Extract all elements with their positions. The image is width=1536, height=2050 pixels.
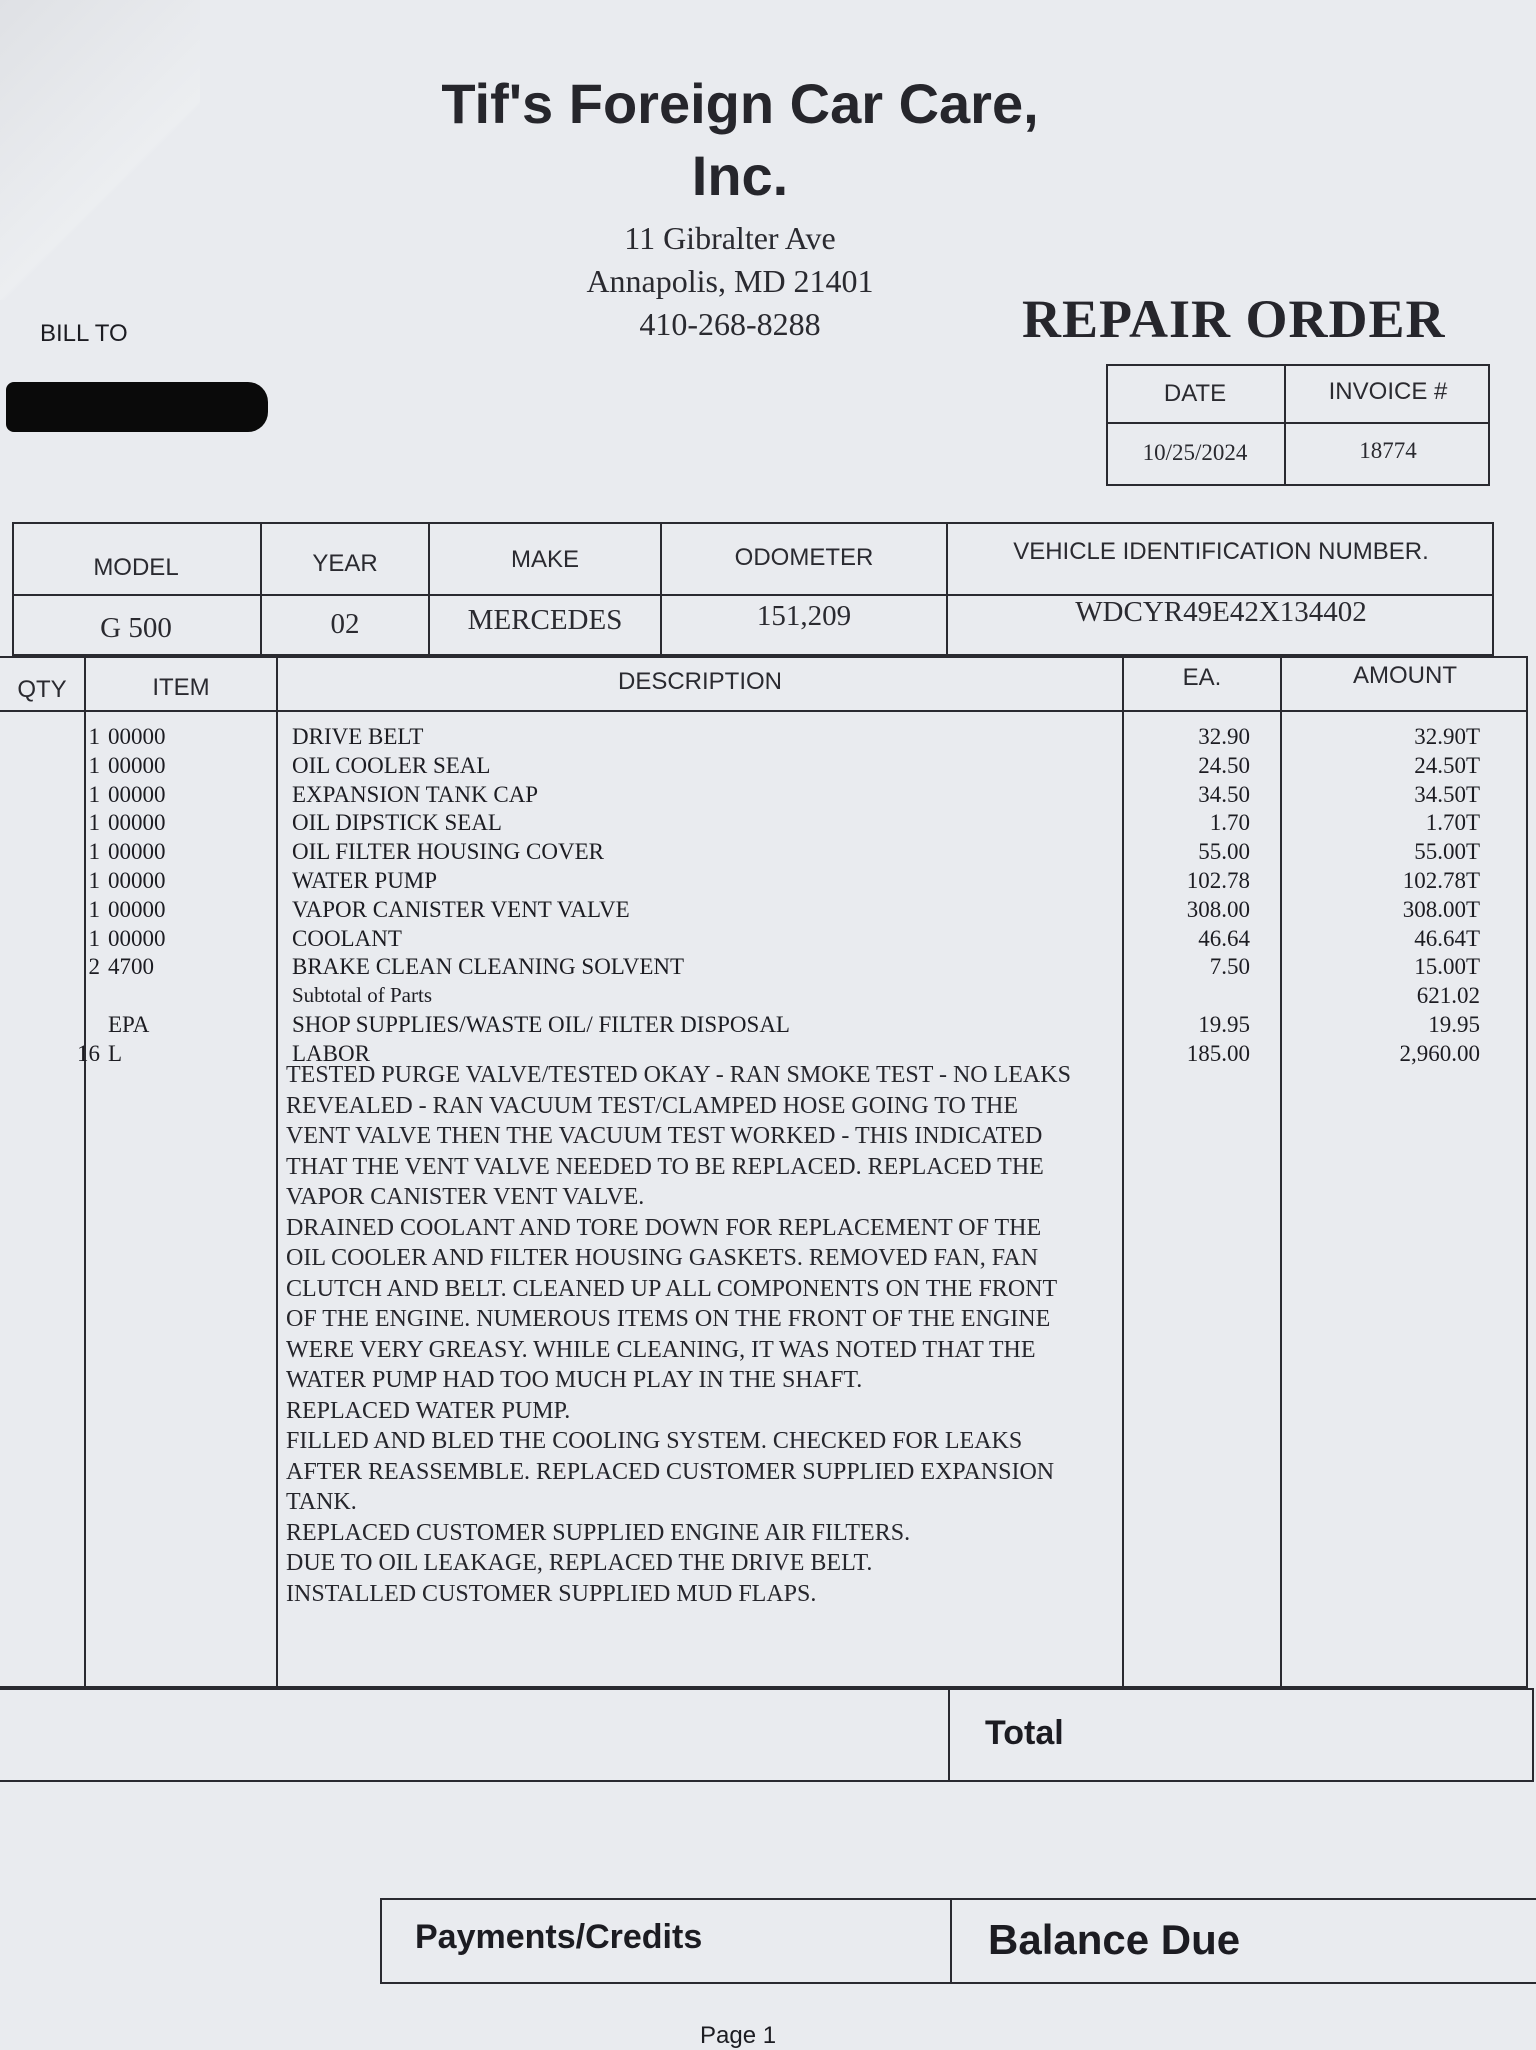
labor-note-line: REPLACED CUSTOMER SUPPLIED ENGINE AIR FILTERS. [286, 1519, 911, 1546]
cell-qty: 16 [77, 1040, 100, 1066]
cell-ea: 46.64 [1198, 925, 1250, 951]
cell-item: 00000 [108, 925, 166, 951]
cell-item: 00000 [108, 868, 166, 893]
vehicle-make: MERCEDES [467, 604, 623, 636]
cell-qty: 1 [88, 868, 100, 893]
cell-amount: 19.95 [1428, 1012, 1480, 1037]
company-address-line2: Annapolis, MD 21401 [586, 263, 874, 299]
model-header: MODEL [93, 554, 179, 581]
amount-header: AMOUNT [1353, 662, 1457, 689]
table-row [0, 751, 1536, 780]
cell-ea: 7.50 [1209, 954, 1250, 980]
labor-note-line: FILLED AND BLED THE COOLING SYSTEM. CHECKED FOR LEAKS [286, 1428, 1023, 1454]
labor-note-line: INSTALLED CUSTOMER SUPPLIED MUD FLAPS. [286, 1580, 817, 1607]
vehicle-vin: WDCYR49E42X134402 [1075, 596, 1367, 628]
bill-to-label: BILL TO [40, 320, 128, 347]
cell-description: Subtotal of Parts [292, 983, 432, 1008]
invoice-label: INVOICE # [1328, 378, 1448, 405]
folded-corner [0, 0, 200, 300]
labor-note-line: AFTER REASSEMBLE. REPLACED CUSTOMER SUPPLIED EXPANSION [286, 1458, 1055, 1485]
cell-item: 00000 [108, 896, 166, 922]
cell-ea: 1.70 [1209, 810, 1250, 836]
labor-note-line: REPLACED WATER PUMP. [286, 1397, 571, 1424]
table-row [0, 1010, 1536, 1039]
cell-qty: 2 [88, 954, 100, 980]
invoice-number: 18774 [1359, 438, 1417, 463]
company-address-line1: 11 Gibralter Ave [624, 220, 836, 256]
cell-item: 4700 [108, 954, 154, 980]
payments-credits-label: Payments/Credits [415, 1918, 703, 1956]
table-row [0, 924, 1536, 953]
cell-ea: 185.00 [1186, 1040, 1250, 1066]
cell-amount: 46.64T [1414, 925, 1480, 951]
cell-item: L [108, 1040, 123, 1066]
cell-ea: 34.50 [1198, 781, 1250, 807]
invoice-date: 10/25/2024 [1142, 440, 1248, 465]
cell-qty: 1 [88, 810, 100, 836]
cell-qty: 1 [88, 752, 100, 778]
cell-qty: 1 [88, 925, 100, 951]
labor-note-line: CLUTCH AND BELT. CLEANED UP ALL COMPONENTS ON THE FRONT [286, 1275, 1058, 1302]
cell-item: 00000 [108, 724, 166, 749]
page-number: Page 1 [700, 2022, 777, 2049]
item-header: ITEM [152, 674, 210, 701]
redacted-customer-name [6, 382, 268, 432]
cell-qty: 1 [88, 781, 100, 807]
ea-header: EA. [1182, 664, 1222, 691]
vehicle-model: G 500 [100, 612, 172, 644]
odometer-header: ODOMETER [734, 544, 874, 571]
vehicle-odometer: 151,209 [756, 600, 852, 632]
cell-amount: 1.70T [1425, 810, 1480, 836]
labor-note-line: TANK. [286, 1489, 357, 1515]
cell-ea: 32.90 [1198, 724, 1250, 749]
cell-amount: 621.02 [1416, 983, 1480, 1009]
table-row [0, 981, 1536, 1010]
cell-description: LABOR [292, 1040, 370, 1066]
table-row [0, 808, 1536, 837]
vehicle-year: 02 [330, 608, 360, 640]
cell-amount: 15.00T [1414, 954, 1480, 980]
cell-amount: 55.00T [1414, 839, 1480, 865]
labor-note-line: VAPOR CANISTER VENT VALVE. [286, 1184, 645, 1210]
total-box [0, 1688, 1534, 1782]
cell-description: EXPANSION TANK CAP [292, 781, 539, 807]
cell-description: OIL DIPSTICK SEAL [292, 810, 502, 836]
cell-description: OIL COOLER SEAL [292, 752, 491, 778]
cell-amount: 102.78T [1402, 868, 1480, 893]
cell-description: DRIVE BELT [292, 724, 424, 749]
cell-ea: 308.00 [1186, 896, 1250, 922]
cell-item: 00000 [108, 752, 166, 778]
cell-description: WATER PUMP [292, 868, 438, 893]
company-name-line2: Inc. [691, 144, 789, 207]
table-row [0, 866, 1536, 895]
cell-description: SHOP SUPPLIES/WASTE OIL/ FILTER DISPOSAL [292, 1012, 790, 1037]
cell-item: 00000 [108, 839, 166, 865]
labor-note-line: VENT VALVE THEN THE VACUUM TEST WORKED - THIS INDICATED [286, 1123, 1043, 1149]
cell-description: VAPOR CANISTER VENT VALVE [292, 896, 630, 922]
date-label: DATE [1163, 380, 1227, 407]
labor-note-line: WATER PUMP HAD TOO MUCH PLAY IN THE SHAFT. [286, 1367, 863, 1393]
cell-qty: 1 [88, 896, 100, 922]
company-name [360, 68, 1120, 212]
cell-ea: 24.50 [1198, 752, 1250, 778]
labor-notes [286, 1060, 1106, 1609]
cell-item: 00000 [108, 810, 166, 836]
make-header: MAKE [510, 546, 579, 573]
document-title: REPAIR ORDER [1022, 289, 1446, 349]
cell-amount: 24.50T [1414, 752, 1480, 778]
balance-due-label: Balance Due [988, 1916, 1241, 1963]
cell-amount: 34.50T [1414, 781, 1480, 807]
cell-ea: 19.95 [1198, 1012, 1250, 1037]
labor-note-line: TESTED PURGE VALVE/TESTED OKAY - RAN SMOKE TEST - NO LEAKS [286, 1062, 1071, 1088]
total-label: Total [985, 1714, 1064, 1752]
labor-note-line: OF THE ENGINE. NUMEROUS ITEMS ON THE FRONT OF THE ENGINE [286, 1306, 1051, 1332]
table-row [0, 837, 1536, 866]
cell-item: 00000 [108, 781, 166, 807]
cell-amount: 308.00T [1402, 896, 1480, 922]
cell-ea: 55.00 [1198, 839, 1250, 865]
cell-description: OIL FILTER HOUSING COVER [292, 839, 604, 865]
labor-note-line: REVEALED - RAN VACUUM TEST/CLAMPED HOSE GOING TO THE [286, 1092, 1019, 1119]
cell-item: EPA [108, 1012, 150, 1037]
table-row [0, 722, 1536, 751]
cell-qty: 1 [88, 724, 100, 749]
cell-amount: 2,960.00 [1399, 1040, 1480, 1066]
table-row [0, 952, 1536, 981]
table-row [0, 895, 1536, 924]
company-name-line1: Tif's Foreign Car Care, [441, 72, 1039, 135]
vin-header: VEHICLE IDENTIFICATION NUMBER. [1013, 538, 1429, 565]
description-header: DESCRIPTION [617, 668, 782, 695]
labor-note-line: WERE VERY GREASY. WHILE CLEANING, IT WAS NOTED THAT THE [286, 1336, 1036, 1363]
table-row [0, 780, 1536, 809]
qty-header: QTY [17, 676, 67, 703]
year-header: YEAR [312, 550, 378, 577]
labor-note-line: OIL COOLER AND FILTER HOUSING GASKETS. REMOVED FAN, FAN [286, 1245, 1039, 1271]
labor-note-line: THAT THE VENT VALVE NEEDED TO BE REPLACED. REPLACED THE [286, 1153, 1044, 1180]
labor-note-line: DUE TO OIL LEAKAGE, REPLACED THE DRIVE BELT. [286, 1550, 873, 1576]
company-phone: 410-268-8288 [639, 306, 821, 342]
cell-amount: 32.90T [1414, 724, 1480, 749]
cell-description: COOLANT [292, 925, 402, 951]
cell-qty: 1 [88, 839, 100, 865]
labor-note-line: DRAINED COOLANT AND TORE DOWN FOR REPLACEMENT OF THE [286, 1214, 1042, 1241]
cell-description: BRAKE CLEAN CLEANING SOLVENT [292, 954, 685, 980]
cell-ea: 102.78 [1186, 868, 1250, 893]
